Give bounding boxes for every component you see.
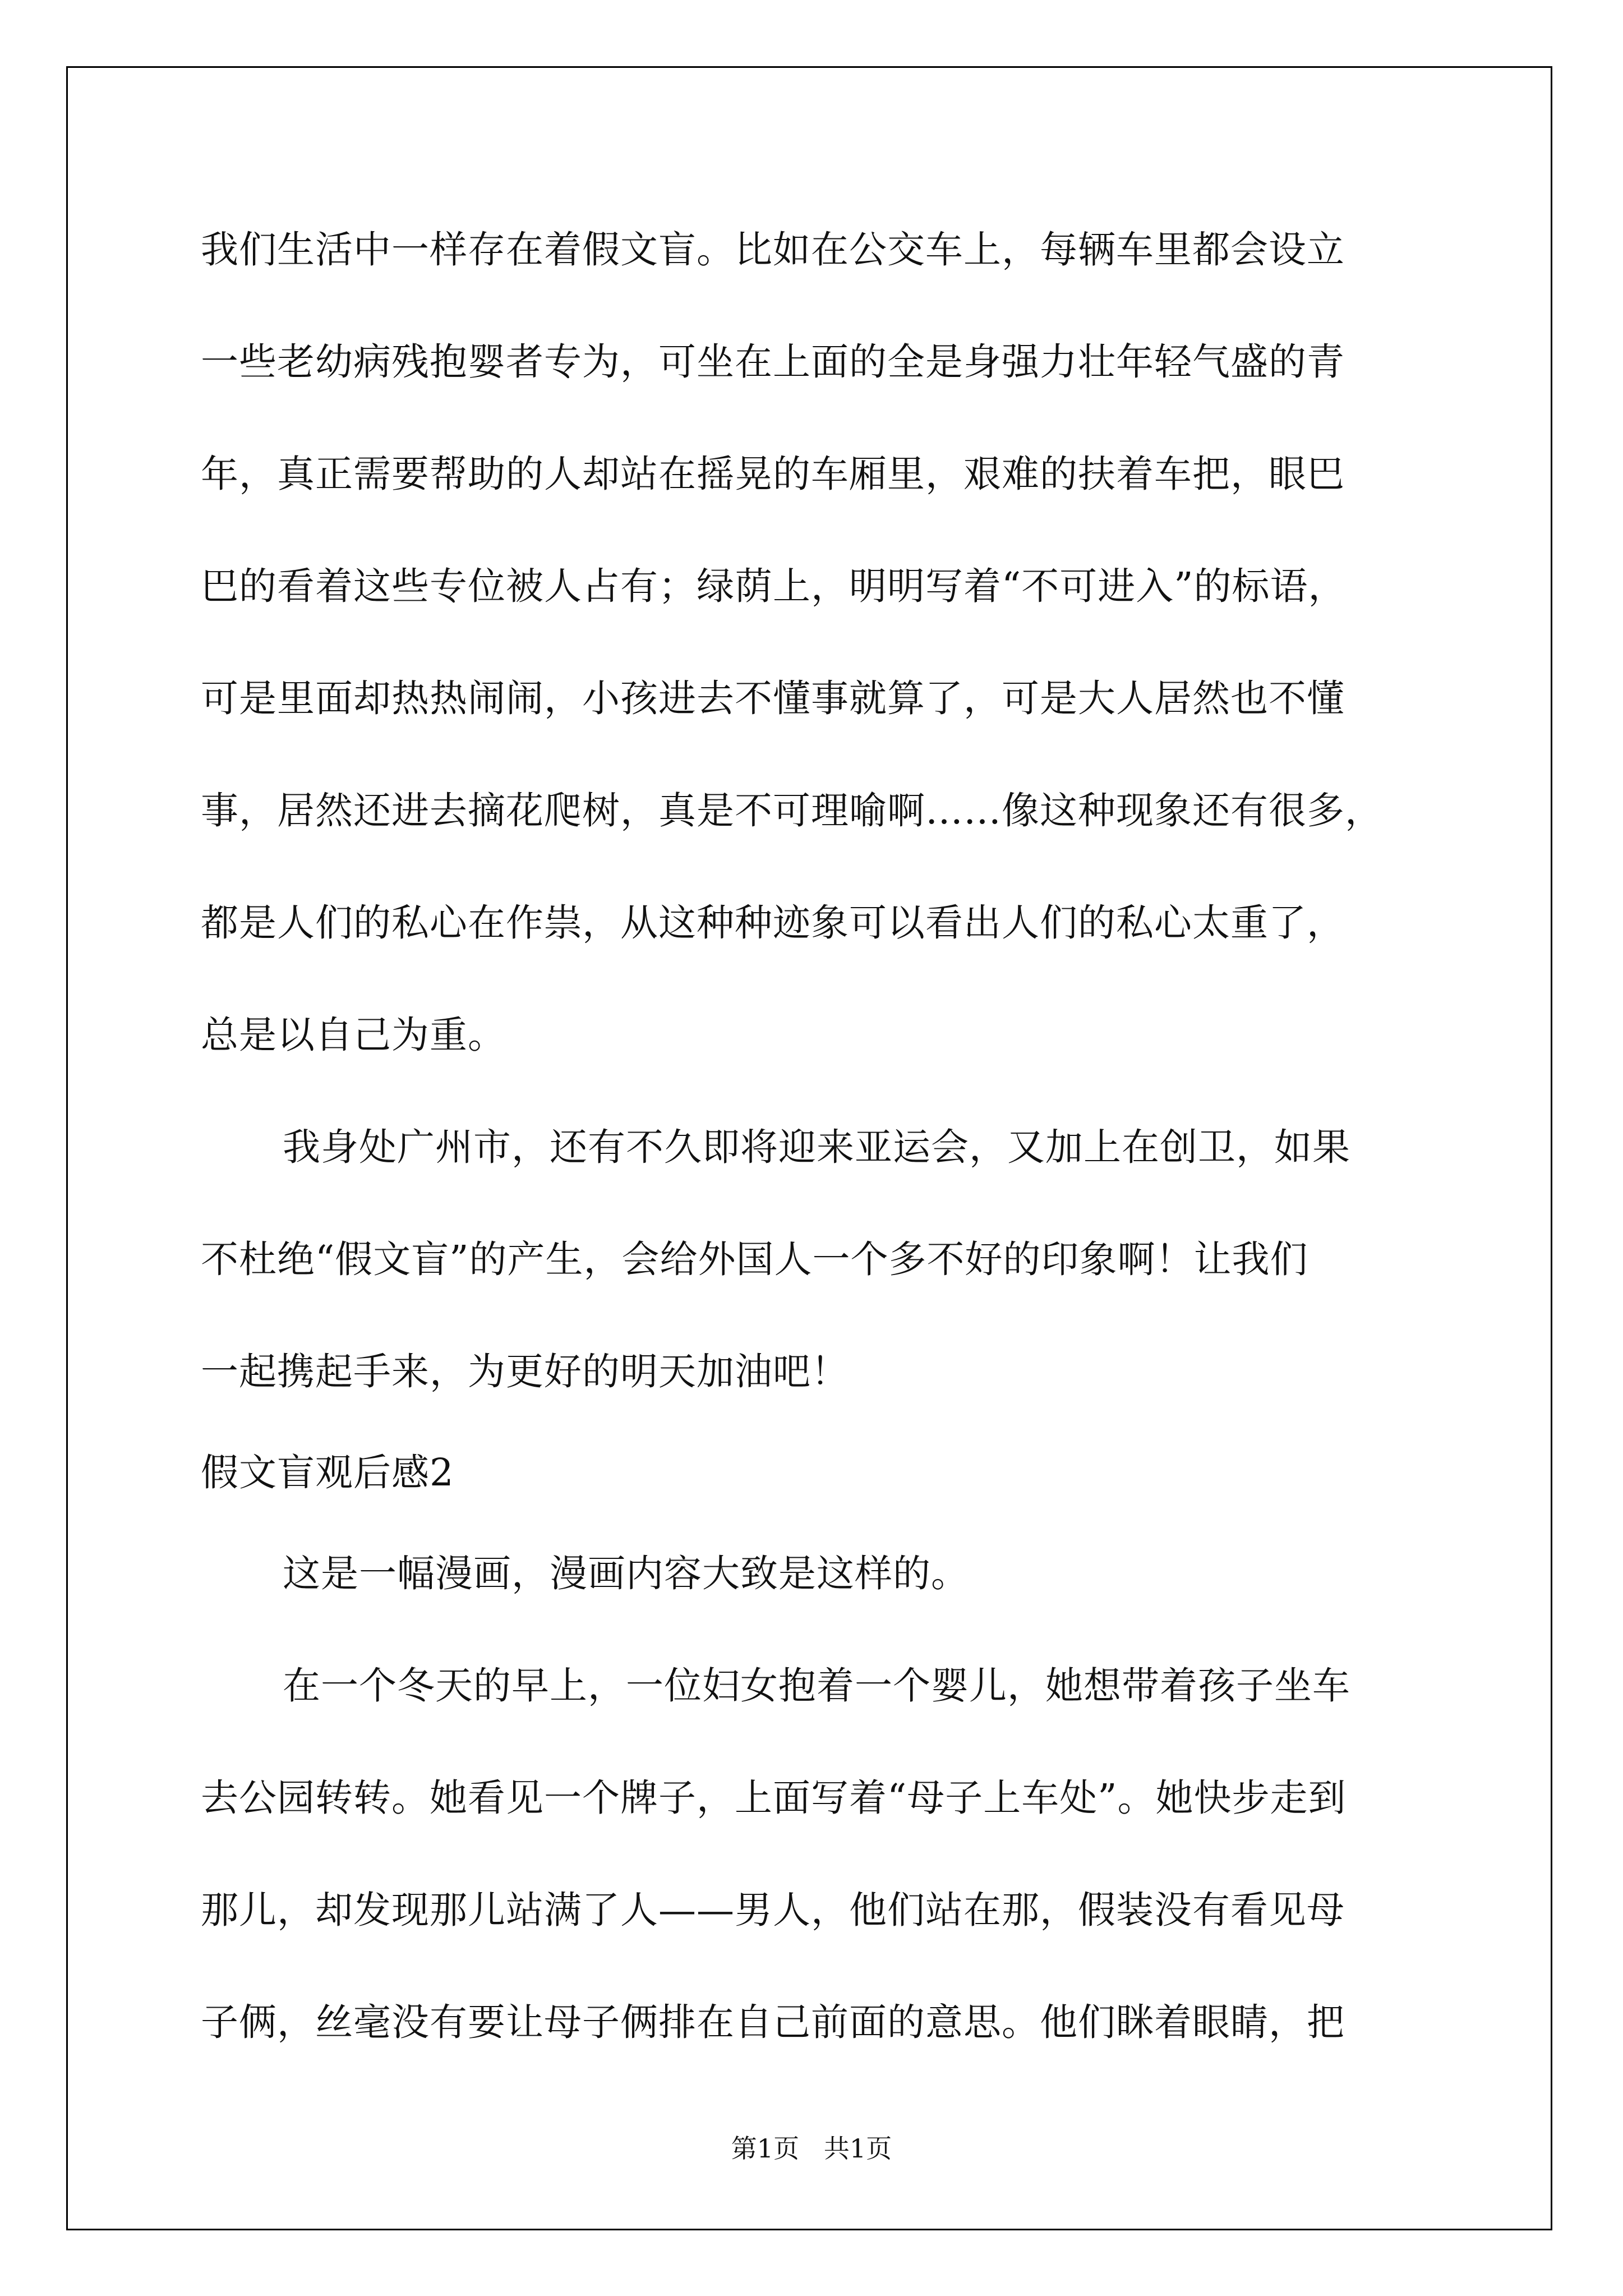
text-line: 一起携起手来，为更好的明天加油吧！ bbox=[201, 1350, 849, 1393]
text-line: 我身处广州市，还有不久即将迎来亚运会，又加上在创卫，如果 bbox=[283, 1125, 1350, 1169]
text-line: 我们生活中一样存在着假文盲。比如在公交车上，每辆车里都会设立 bbox=[201, 228, 1345, 272]
text-line: 巴的看着这些专位被人占有；绿荫上，明明写着“不可进入”的标语， bbox=[201, 564, 1347, 608]
text-line: 都是人们的私心在作祟，从这种种迹象可以看出人们的私心太重了， bbox=[201, 901, 1345, 945]
text-line: 去公园转转。她看见一个牌子，上面写着“母子上车处”。她快步走到 bbox=[201, 1776, 1347, 1820]
text-line: 事，居然还进去摘花爬树，真是不可理喻啊……像这种现象还有很多， bbox=[201, 789, 1383, 832]
text-line: 那儿，却发现那儿站满了人——男人，他们站在那，假装没有看见母 bbox=[201, 1888, 1345, 1932]
text-line: 年，真正需要帮助的人却站在摇晃的车厢里，艰难的扶着车把，眼巴 bbox=[201, 452, 1345, 496]
text-line: 这是一幅漫画，漫画内容大致是这样的。 bbox=[283, 1552, 969, 1595]
text-line: 不杜绝“假文盲”的产生，会给外国人一个多不好的印象啊！让我们 bbox=[201, 1237, 1308, 1281]
page-footer: 第1页 共1页 bbox=[731, 2133, 892, 2164]
text-line: 在一个冬天的早上，一位妇女抱着一个婴儿，她想带着孩子坐车 bbox=[283, 1664, 1350, 1708]
section-heading: 假文盲观后感2 bbox=[201, 1451, 454, 1494]
text-line: 总是以自己为重。 bbox=[201, 1013, 506, 1057]
text-line: 一些老幼病残抱婴者专为，可坐在上面的全是身强力壮年轻气盛的青 bbox=[201, 340, 1345, 384]
text-line: 可是里面却热热闹闹，小孩进去不懂事就算了，可是大人居然也不懂 bbox=[201, 677, 1345, 720]
text-line: 子俩，丝毫没有要让母子俩排在自己前面的意思。他们眯着眼睛，把 bbox=[201, 2000, 1345, 2044]
